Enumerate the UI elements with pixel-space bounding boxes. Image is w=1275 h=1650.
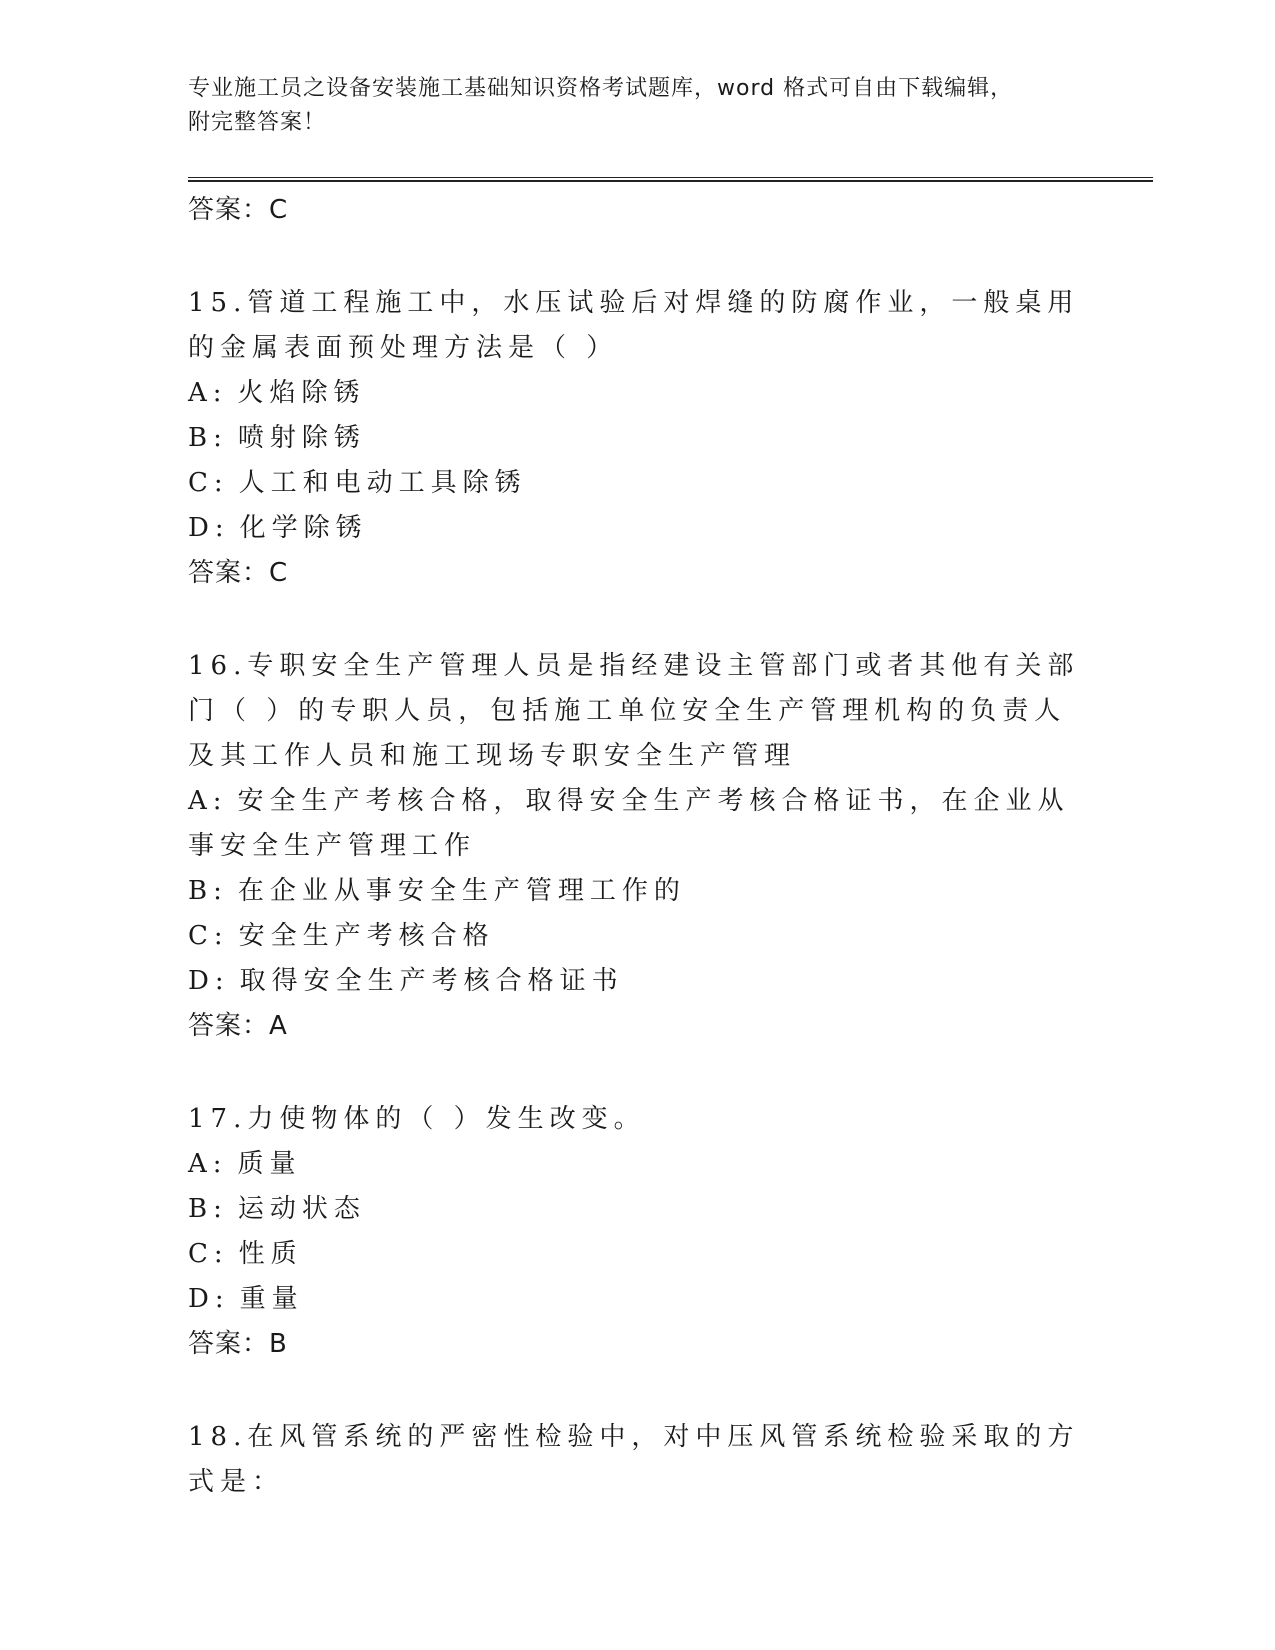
option-key: B: bbox=[188, 423, 228, 453]
option-text: 安全生产考核合格 bbox=[238, 921, 495, 951]
option-key: A: bbox=[188, 378, 228, 408]
header-line-2: 附完整答案！ bbox=[188, 110, 327, 135]
option-key: D: bbox=[188, 1284, 230, 1314]
document-header bbox=[188, 72, 1068, 140]
option-text: 取得安全生产考核合格证书 bbox=[239, 966, 624, 996]
answer-line: 答案：A bbox=[188, 1011, 288, 1041]
option-key: B: bbox=[188, 1194, 228, 1224]
answer-line: 答案：B bbox=[188, 1329, 288, 1359]
option-key: C: bbox=[188, 1239, 229, 1269]
question-15 bbox=[188, 281, 1088, 595]
option-text: 人工和电动工具除锈 bbox=[238, 468, 527, 498]
answer-line: 答案：C bbox=[188, 558, 289, 588]
option-c bbox=[188, 914, 1088, 959]
option-key: B: bbox=[188, 876, 228, 906]
option-a bbox=[188, 371, 1088, 416]
question-stem: 15.管道工程施工中，水压试验后对焊缝的防腐作业，一般桌用的金属表面预处理方法是（ ） bbox=[188, 288, 1080, 363]
option-a bbox=[188, 779, 1088, 869]
option-d bbox=[188, 506, 1088, 551]
option-b bbox=[188, 416, 1088, 461]
option-text: 安全生产考核合格，取得安全生产考核合格证书，在企业从事安全生产管理工作 bbox=[188, 786, 1070, 861]
question-17 bbox=[188, 1097, 1088, 1366]
option-a bbox=[188, 1142, 1088, 1187]
question-18 bbox=[188, 1415, 1088, 1505]
option-text: 化学除锈 bbox=[239, 513, 368, 543]
option-text: 运动状态 bbox=[237, 1194, 366, 1224]
question-list bbox=[188, 188, 1088, 1505]
option-text: 火焰除锈 bbox=[237, 378, 366, 408]
option-key: A: bbox=[188, 1149, 228, 1179]
header-line-1: 专业施工员之设备安装施工基础知识资格考试题库，word 格式可自由下载编辑， bbox=[188, 76, 1014, 101]
option-text: 喷射除锈 bbox=[237, 423, 366, 453]
option-key: C: bbox=[188, 468, 229, 498]
question-stem: 17.力使物体的（ ）发生改变。 bbox=[188, 1104, 646, 1134]
option-key: D: bbox=[188, 513, 230, 543]
option-text: 性质 bbox=[238, 1239, 303, 1269]
option-key: A: bbox=[188, 786, 228, 816]
option-key: D: bbox=[188, 966, 230, 996]
answer-line: 答案：C bbox=[188, 195, 289, 225]
option-d bbox=[188, 1277, 1088, 1322]
option-c bbox=[188, 461, 1088, 506]
option-c bbox=[188, 1232, 1088, 1277]
option-text: 质量 bbox=[237, 1149, 302, 1179]
option-text: 重量 bbox=[239, 1284, 304, 1314]
option-d bbox=[188, 959, 1088, 1004]
option-text: 在企业从事安全生产管理工作的 bbox=[237, 876, 686, 906]
option-b bbox=[188, 1187, 1088, 1232]
header-divider bbox=[188, 177, 1153, 182]
question-stem: 18.在风管系统的严密性检验中，对中压风管系统检验采取的方式是： bbox=[188, 1422, 1080, 1497]
question-stem: 16.专职安全生产管理人员是指经建设主管部门或者其他有关部门（ ）的专职人员，包括施工单位安全生产管理机构的负责人及其工作人员和施工现场专职安全生产管理 bbox=[188, 651, 1080, 771]
option-b bbox=[188, 869, 1088, 914]
question-16 bbox=[188, 644, 1088, 1048]
option-key: C: bbox=[188, 921, 229, 951]
